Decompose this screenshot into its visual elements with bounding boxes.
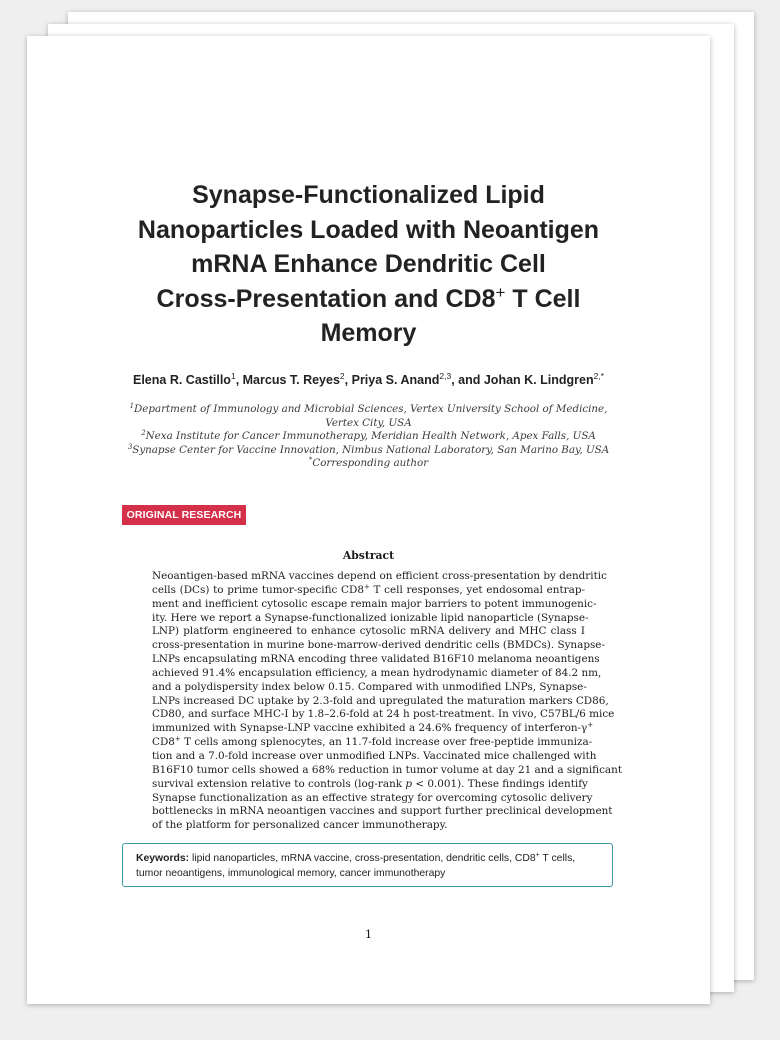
abstract-line: ment and inefficient cytosolic escape remain major barriers to potent immunogenic-: [152, 597, 597, 610]
abstract-line: [152, 721, 594, 736]
author-separator: ,: [235, 373, 243, 387]
keywords-text: tumor neoantigens, immunological memory, cancer immunotherapy: [136, 868, 446, 879]
keywords-text: T cells,: [539, 853, 576, 864]
author-name: Johan K. Lindgren: [483, 373, 594, 387]
abstract-line: [152, 735, 593, 750]
affiliation: [117, 457, 620, 471]
abstract-line: Neoantigen-based mRNA vaccines depend on efficient cross-presentation by dendritic: [152, 570, 607, 582]
affiliation-mark: *: [308, 456, 313, 464]
abstract-line: ity. Here we report a Synapse-functionalized ionizable lipid nanoparticle (Synapse-: [152, 611, 589, 624]
keywords-superscript: +: [535, 852, 540, 859]
affiliation-text: Synapse Center for Vaccine Innovation, Nimbus National Laboratory, San Marino Bay, USA: [132, 443, 610, 456]
abstract-line-tail: T cell responses, yet endosomal entrap-: [369, 583, 585, 596]
affiliation-mark: 1: [129, 402, 135, 410]
affiliation-text: Department of Immunology and Microbial Sciences, Vertex University School of Medicine, Vertex City, USA: [134, 403, 608, 429]
abstract-superscript: +: [587, 721, 594, 730]
paper-page: [27, 36, 710, 1004]
abstract-line: LNPs increased DC uptake by 2.3-fold and upregulated the maturation markers CD86,: [152, 694, 609, 707]
author-affiliation-mark: 2,*: [593, 371, 604, 381]
title-line: Memory: [320, 319, 417, 347]
abstract-line: of the platform for personalized cancer immunotherapy.: [152, 819, 448, 832]
affiliation-list: [117, 403, 620, 471]
abstract-line-tail: < 0.001). These findings identify: [412, 777, 588, 790]
title-line-text: Cross-Presentation and CD8: [156, 284, 496, 313]
affiliation-mark: 3: [127, 442, 133, 451]
affiliation: [117, 430, 620, 444]
abstract-heading: Abstract: [342, 549, 395, 562]
author-affiliation-mark: 1: [230, 371, 236, 381]
abstract-line: B16F10 tumor cells showed a 68% reduction in tumor volume at day 21 and a significant: [152, 763, 622, 776]
abstract-line: [152, 777, 588, 792]
author-name: Elena R. Castillo: [133, 373, 231, 387]
affiliation-text: Nexa Institute for Cancer Immunotherapy, Meridian Health Network, Apex Falls, USA: [145, 430, 596, 442]
author-separator: ,: [344, 373, 352, 387]
abstract-line: LNP) platform engineered to enhance cytosolic mRNA delivery and MHC class I: [152, 625, 585, 638]
affiliation: [117, 444, 620, 458]
abstract-line: and a polydispersity index below 0.15. Compared with unmodified LNPs, Synapse-: [152, 680, 587, 693]
abstract-line-text: immunized with Synapse-LNP vaccine exhibited a 24.6% frequency of interferon-γ: [152, 722, 588, 735]
title-line-tail: T Cell: [505, 284, 581, 313]
keywords-label: Keywords:: [136, 853, 190, 864]
abstract-line-tail: T cells among splenocytes, an 11.7-fold increase over free-peptide immuniza-: [180, 736, 593, 749]
abstract-line: CD80, and surface MHC-I by 1.8–2.6-fold at 24 h post-treatment. In vivo, C57BL/6 mice: [152, 708, 615, 721]
abstract-line: tion and a 7.0-fold increase over unmodified LNPs. Vaccinated mice challenged with: [152, 749, 597, 762]
author-name: Marcus T. Reyes: [242, 373, 340, 387]
affiliation-mark: 2: [141, 429, 146, 437]
abstract-line-text: CD8: [152, 736, 175, 749]
abstract-line: achieved 91.4% encapsulation efficiency, a mean hydrodynamic diameter of 84.2 nm,: [152, 666, 602, 679]
abstract-line-text: cells (DCs) to prime tumor-specific CD8: [152, 583, 364, 596]
title-line: [27, 282, 710, 317]
keywords-text: lipid nanoparticles, mRNA vaccine, cross-presentation, dendritic cells, CD8: [189, 853, 536, 864]
affiliation: [117, 403, 620, 430]
abstract-math-variable: p: [405, 777, 413, 790]
abstract-line: Synapse functionalization as an effective strategy for overcoming cytosolic delivery: [152, 791, 593, 804]
title-line: Synapse-Functionalized Lipid: [192, 181, 545, 209]
abstract-line: [152, 584, 585, 598]
keywords-box: [122, 843, 613, 887]
author-affiliation-mark: 2: [339, 371, 345, 381]
title-line: mRNA Enhance Dendritic Cell: [191, 250, 546, 278]
author-affiliation-mark: 2,3: [439, 371, 452, 381]
page-number: 1: [364, 927, 373, 941]
abstract-line-text: survival extension relative to controls (log-rank: [152, 777, 406, 790]
abstract-superscript: +: [363, 582, 370, 591]
title-superscript: +: [495, 282, 506, 302]
author-separator: , and: [451, 373, 484, 387]
abstract-line: bottlenecks in mRNA neoantigen vaccines and support further preclinical development: [152, 805, 613, 818]
title-line: Nanoparticles Loaded with Neoantigen: [137, 215, 600, 244]
author-list: [27, 373, 710, 387]
author-name: Priya S. Anand: [351, 373, 440, 387]
affiliation-text: Corresponding author: [312, 457, 429, 469]
abstract-line: LNPs encapsulating mRNA encoding three validated B16F10 melanoma neoantigens: [152, 653, 600, 666]
article-type-badge: ORIGINAL RESEARCH: [122, 505, 246, 525]
abstract-body: [152, 570, 622, 833]
abstract-superscript: +: [174, 735, 181, 744]
paper-title: [27, 178, 710, 351]
abstract-line: cross-presentation in murine bone-marrow-derived dendritic cells (BMDCs). Synapse-: [152, 639, 605, 652]
